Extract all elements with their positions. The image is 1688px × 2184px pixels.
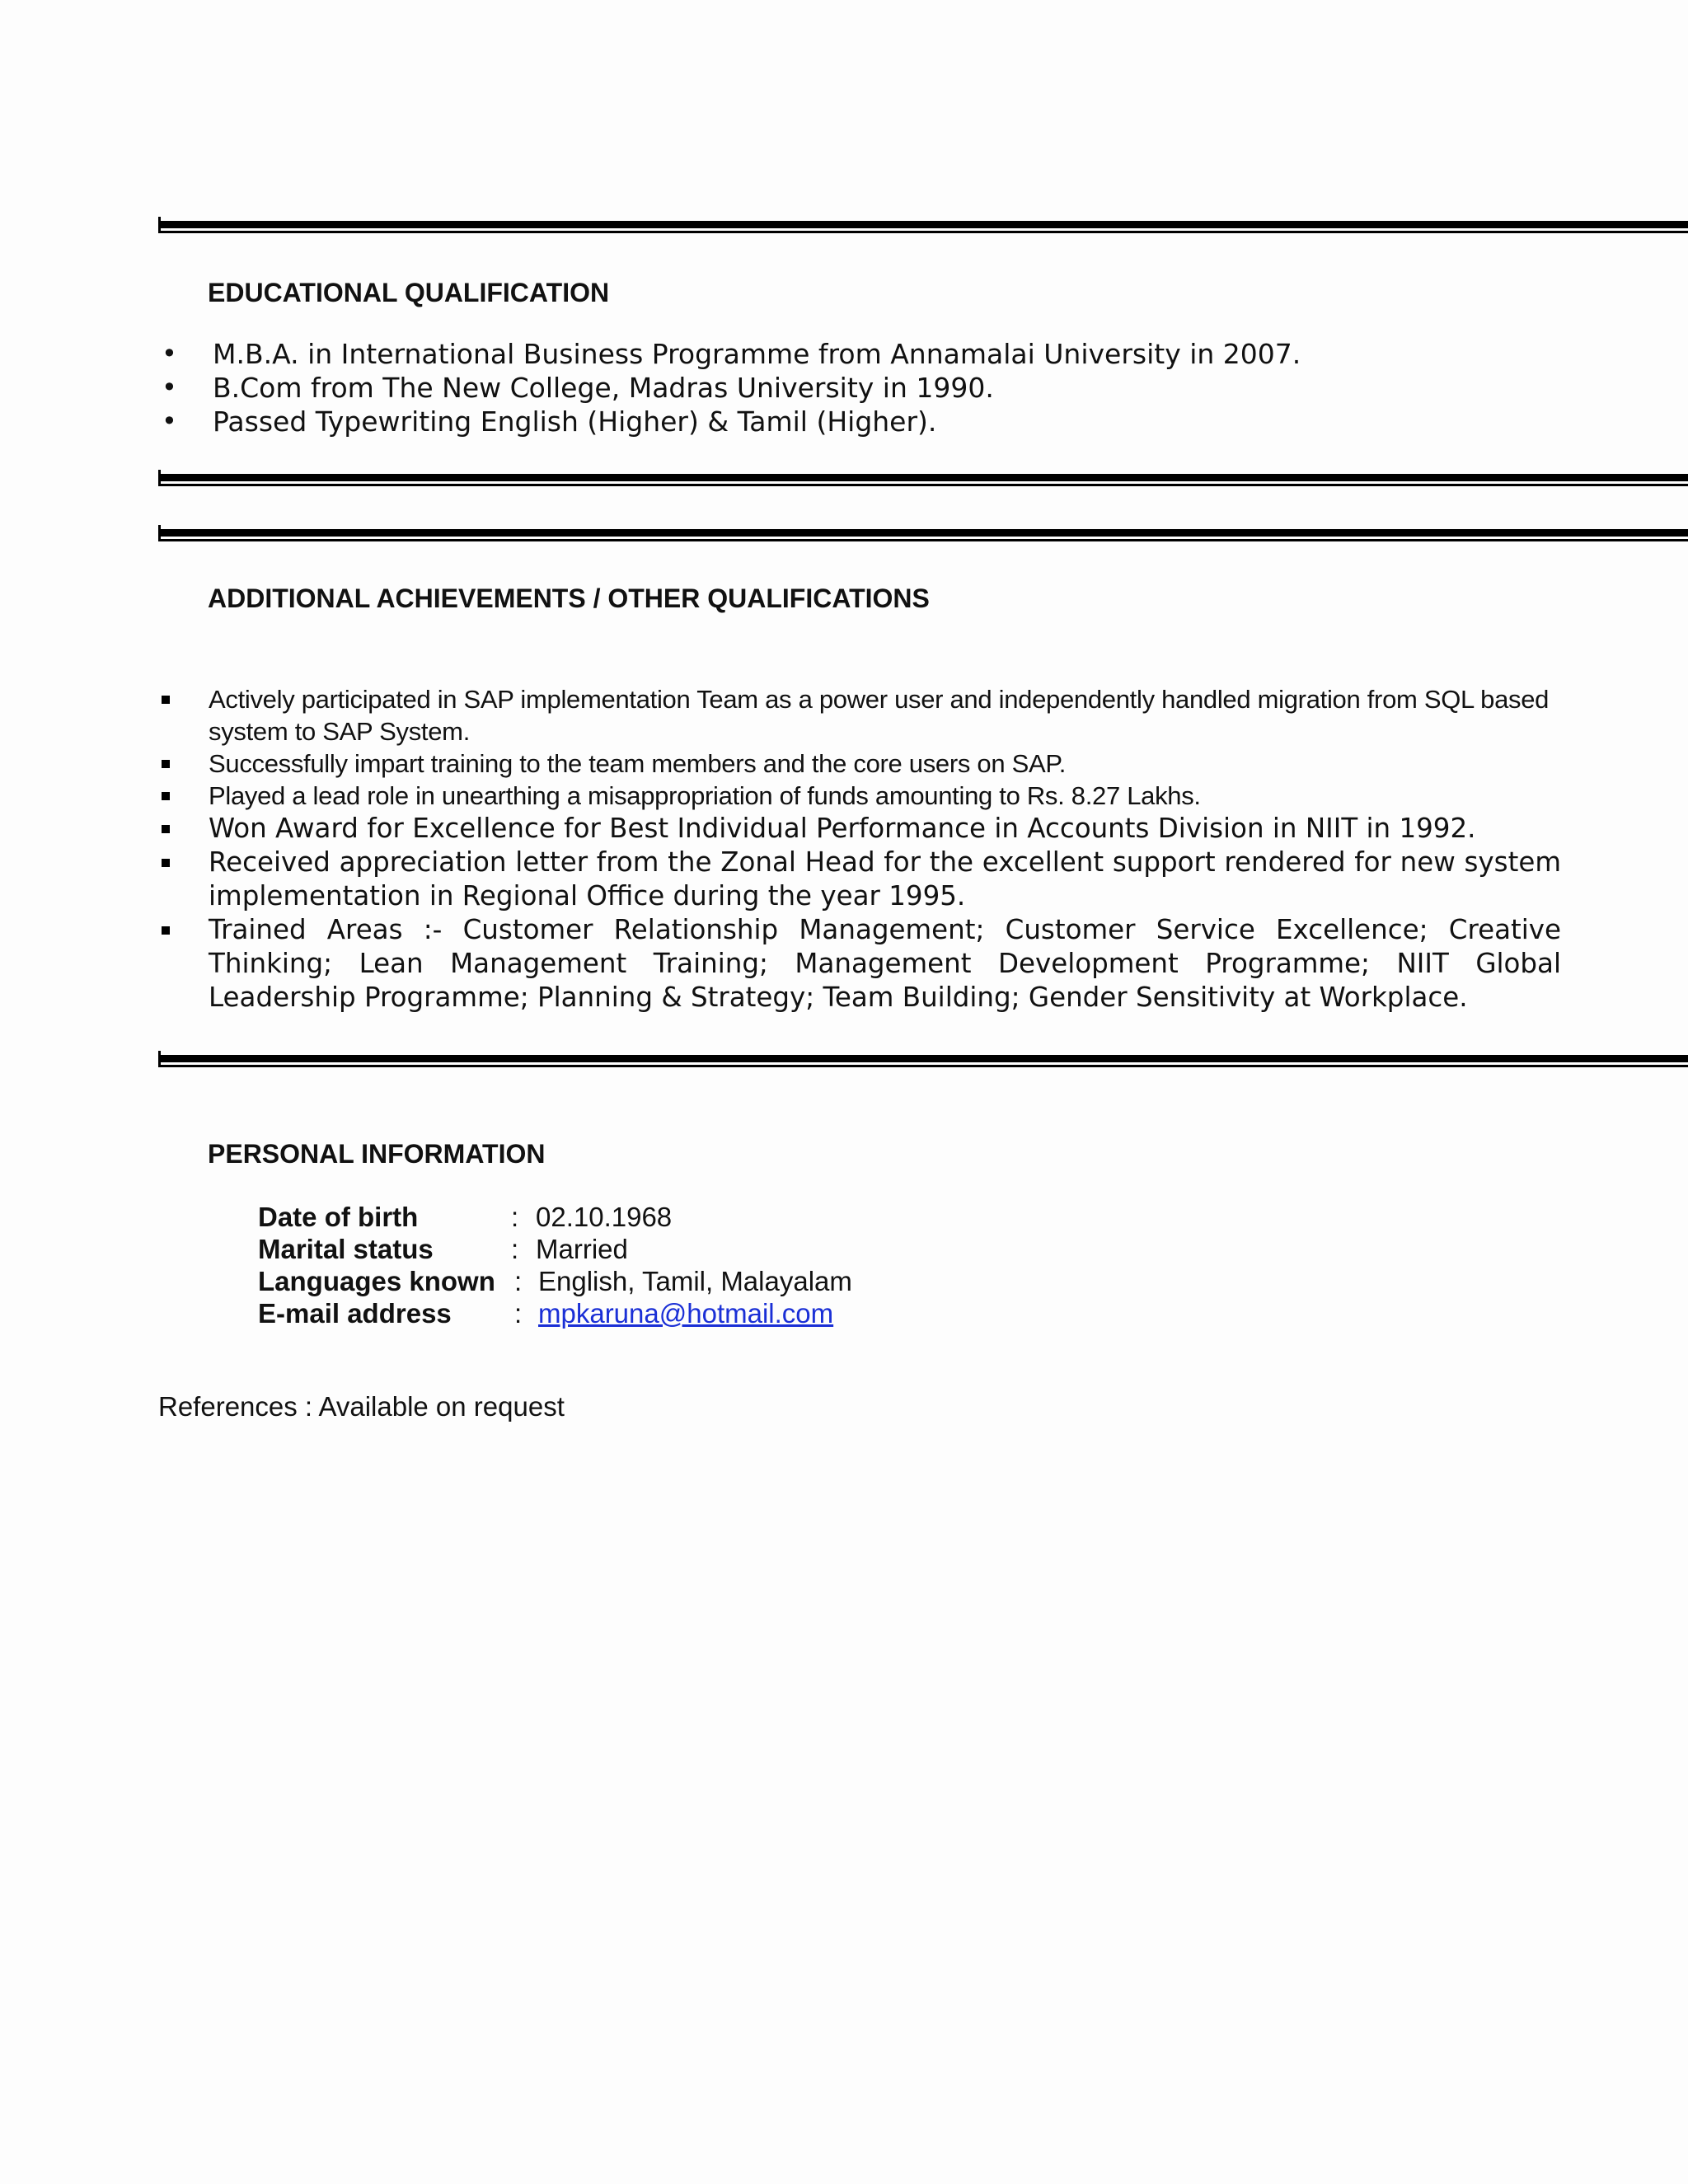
education-list bbox=[158, 337, 1301, 438]
section-divider bbox=[158, 221, 1688, 234]
square-bullet-icon bbox=[162, 859, 170, 867]
square-bullet-icon bbox=[162, 825, 170, 833]
languages-value: English, Tamil, Malayalam bbox=[538, 1266, 852, 1296]
square-bullet-icon bbox=[162, 760, 170, 768]
list-item: • Passed Typewriting English (Higher) & Tamil (Higher). bbox=[162, 405, 937, 438]
section-divider bbox=[158, 1055, 1688, 1068]
square-bullet-icon bbox=[162, 792, 170, 800]
square-bullet-icon bbox=[162, 696, 170, 704]
section-divider bbox=[158, 529, 1688, 542]
references-note: References : Available on request bbox=[158, 1391, 565, 1422]
list-item: Played a lead role in unearthing a misappropriation of funds amounting to Rs. 8.27 Lakhs. bbox=[158, 780, 1561, 812]
list-item: Trained Areas :- Customer Relationship Management; Customer Service Excellence; Creative Thinking; Lean Management Training; Management Development Programme; NIIT Global Leadership Programme; Planning & Strategy; Team Building; Gender Sensitivity at Workplace. bbox=[158, 913, 1561, 1015]
education-heading: EDUCATIONAL QUALIFICATION bbox=[208, 278, 610, 307]
bullet-icon: • bbox=[162, 372, 177, 403]
list-item: Received appreciation letter from the Zonal Head for the excellent support rendered for new system implementation in Regional Office during the year 1995. bbox=[158, 846, 1561, 913]
bullet-icon: • bbox=[162, 338, 177, 369]
square-bullet-icon bbox=[162, 926, 170, 935]
list-item: Won Award for Excellence for Best Individual Performance in Accounts Division in NIIT in 1992. bbox=[158, 812, 1561, 846]
achievements-heading: ADDITIONAL ACHIEVEMENTS / OTHER QUALIFICATIONS bbox=[208, 583, 930, 613]
personal-heading: PERSONAL INFORMATION bbox=[208, 1139, 546, 1169]
languages-label: Languages known bbox=[258, 1266, 495, 1296]
marital-value: Married bbox=[536, 1234, 628, 1264]
list-item: • B.Com from The New College, Madras University in 1990. bbox=[162, 372, 994, 404]
email-link[interactable]: mpkaruna@hotmail.com bbox=[538, 1298, 834, 1329]
email-label: E-mail address bbox=[258, 1298, 452, 1329]
dob-label: Date of birth bbox=[258, 1202, 419, 1232]
list-item: Successfully impart training to the team members and the core users on SAP. bbox=[158, 748, 1561, 780]
dob-value: 02.10.1968 bbox=[536, 1202, 673, 1232]
section-divider bbox=[158, 474, 1688, 487]
bullet-icon: • bbox=[162, 405, 177, 437]
achievements-list bbox=[158, 683, 1561, 1015]
list-item: • M.B.A. in International Business Programme from Annamalai University in 2007. bbox=[162, 338, 1301, 370]
list-item: Actively participated in SAP implementation Team as a power user and independently handled migration from SQL based system to SAP System. bbox=[158, 683, 1561, 748]
marital-label: Marital status bbox=[258, 1234, 434, 1264]
